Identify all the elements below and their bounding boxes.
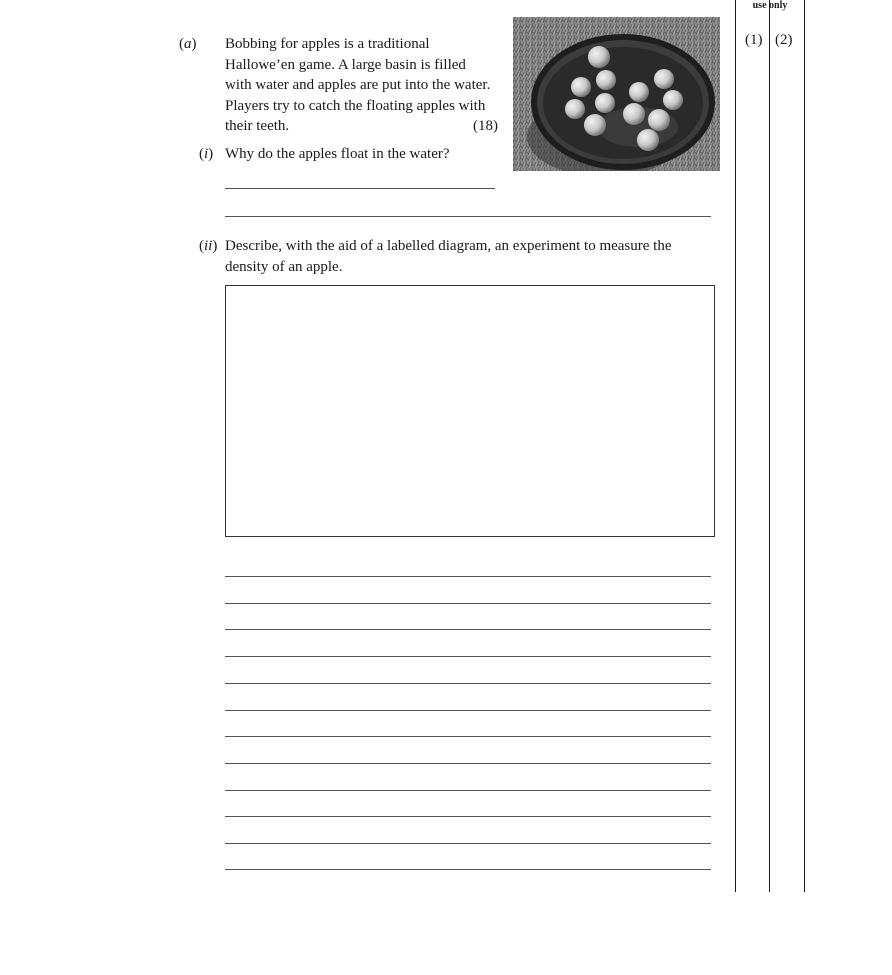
sub-ii-line-1: Describe, with the aid of a labelled diagram, an experiment to measure the: [225, 238, 672, 254]
margin-header: use only: [752, 0, 788, 11]
part-a-text: [225, 34, 505, 137]
answer-line-ii-2[interactable]: [225, 603, 711, 604]
diagram-answer-box[interactable]: [225, 285, 715, 537]
answer-line-ii-6[interactable]: [225, 710, 711, 711]
part-a-line-5: their teeth.: [225, 118, 290, 134]
sub-ii-label: (ii): [199, 238, 218, 254]
answer-line-i-2[interactable]: [225, 216, 711, 217]
answer-line-ii-8[interactable]: [225, 763, 711, 764]
margin-col1-label: (1): [745, 32, 763, 48]
part-a-marks: (18): [473, 118, 498, 134]
margin-line-middle: [769, 0, 770, 892]
margin-line-left: [735, 0, 736, 892]
answer-line-ii-12[interactable]: [225, 869, 711, 870]
answer-line-ii-9[interactable]: [225, 790, 711, 791]
margin-col2-label: (2): [775, 32, 793, 48]
answer-line-i-1[interactable]: [225, 188, 495, 189]
answer-line-ii-7[interactable]: [225, 736, 711, 737]
answer-line-ii-1[interactable]: [225, 576, 711, 577]
part-a-line-4: Players try to catch the floating apples with: [225, 97, 486, 114]
margin-line-right: [804, 0, 805, 892]
sub-ii-line-2: density of an apple.: [225, 258, 343, 275]
part-a-line-2: Hallowe’en game. A large basin is filled: [225, 56, 466, 73]
answer-line-ii-3[interactable]: [225, 629, 711, 630]
answer-line-ii-4[interactable]: [225, 656, 711, 657]
sub-ii-text: [225, 236, 725, 277]
part-a-label: (a): [179, 36, 197, 52]
apple-basin-photo: [513, 17, 720, 171]
answer-line-ii-10[interactable]: [225, 816, 711, 817]
sub-i-text: Why do the apples float in the water?: [225, 146, 450, 162]
part-a-line-3: with water and apples are put into the water.: [225, 77, 491, 93]
answer-line-ii-11[interactable]: [225, 843, 711, 844]
sub-i-label: (i): [199, 146, 214, 162]
answer-line-ii-5[interactable]: [225, 683, 711, 684]
part-a-line-1: Bobbing for apples is a traditional: [225, 36, 430, 52]
